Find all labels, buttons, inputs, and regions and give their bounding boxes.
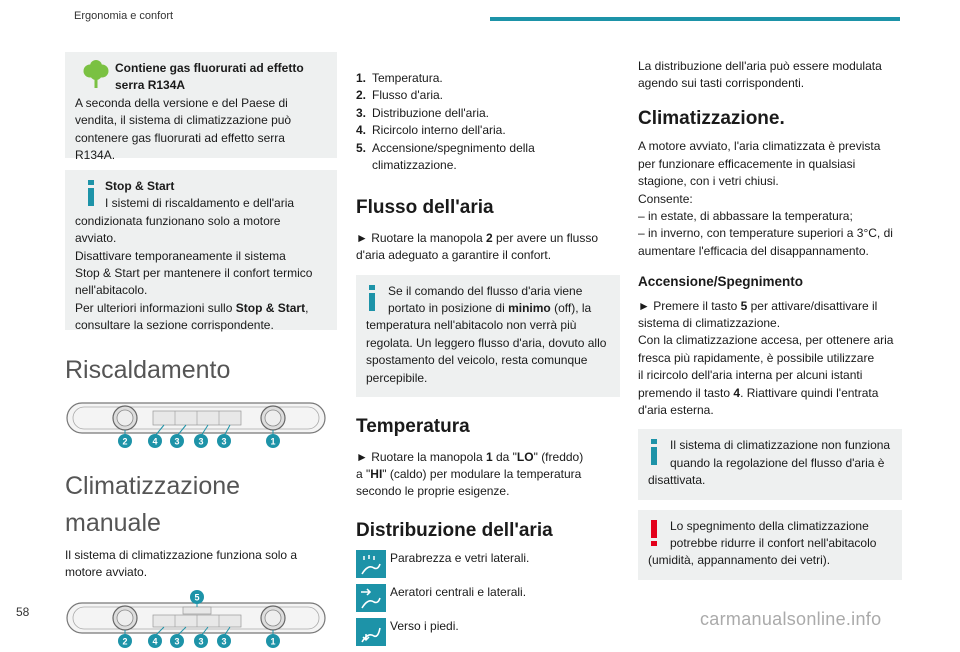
temperature-instruction [356, 449, 620, 466]
callout-5 [190, 590, 204, 604]
stop-start-link-text: Stop & Start [235, 300, 306, 315]
callout-1-label: 1 [270, 436, 276, 447]
list-item-number: 1. [356, 71, 367, 85]
callout-3e [194, 634, 208, 648]
stop-start-more-post: , [305, 300, 309, 315]
manual-text-2: motore avviato. [65, 565, 148, 580]
air-flow-note-2-post: (off), la [550, 301, 592, 316]
callout-4-label: 4 [152, 436, 158, 447]
air-flow-knob-number: 2 [485, 230, 493, 245]
stop-start-body-5: nell'abitacolo. [75, 283, 148, 298]
list-item [356, 122, 620, 139]
info-icon [368, 285, 376, 311]
temp-hi: HI [370, 466, 383, 481]
clima-text-3: stagione, con i vetri chiusi. [638, 174, 779, 189]
callout-2-label: 2 [122, 436, 128, 447]
info-icon [87, 180, 95, 206]
temp-mid2: " (freddo) [533, 449, 584, 464]
temp-lo: LO [516, 449, 534, 464]
distribution-windscreen [356, 550, 620, 578]
gas-note-box [65, 52, 337, 162]
callout-2 [118, 434, 132, 448]
air-flow-note-2 [388, 300, 610, 317]
stop-start-more [75, 300, 327, 317]
temperature-instruction-2 [356, 466, 620, 483]
air-flow-instruction-2: d'aria adeguato a garantire il confort. [356, 248, 552, 263]
on-off-body-3: fresca più rapidamente, è possibile utilizzare [638, 350, 875, 365]
callout-4 [148, 434, 162, 448]
callout-3a-label: 3 [174, 436, 180, 447]
heading-temperature: Temperatura [356, 416, 470, 438]
list-item-number: 4. [356, 123, 367, 138]
clima-text-6: – in inverno, con temperature superiori a 3°C, di [638, 226, 893, 241]
list-item [356, 87, 620, 104]
temperature-knob-2 [261, 606, 285, 630]
distribution-vents [356, 584, 620, 612]
temp-mid: da " [492, 449, 517, 464]
on-off-body-6: d'aria esterna. [638, 402, 714, 417]
air-flow-note-2-pre: portato in posizione di [388, 301, 509, 316]
callout-4b [148, 634, 162, 648]
warning-text-3: (umidità, appannamento dei vetri). [648, 553, 831, 568]
gas-note-body-4: R134A. [75, 147, 116, 162]
temp-l2-pre: a " [356, 466, 371, 481]
callout-3c-label: 3 [221, 436, 227, 447]
fan-knob [113, 406, 137, 430]
stop-start-title: Stop & Start [105, 179, 175, 193]
callout-1b-label: 1 [270, 636, 276, 647]
callout-3b [194, 434, 208, 448]
air-flow-note-4: regolata. Un leggero flusso d'aria, dovuto allo [366, 335, 607, 350]
on-off-button-number: 5 [740, 298, 748, 313]
watermark: carmanualsonline.info [700, 609, 882, 629]
on-off-last-pre: premendo il tasto [638, 385, 734, 400]
clima-text-5: – in estate, di abbassare la temperatura; [638, 208, 853, 223]
on-off-recirc-number: 4 [733, 385, 741, 400]
air-flow-note-min: minimo [508, 301, 551, 316]
distribution-intro-2: agendo sui tasti corrispondenti. [638, 76, 805, 91]
manual-climate-control-panel [65, 590, 337, 650]
heading-climatization: Climatizzazione. [638, 107, 785, 129]
heating-control-panel [65, 400, 337, 450]
callout-3f [217, 634, 231, 648]
list-item-text: Temperatura. [372, 71, 443, 85]
stop-start-note-box [65, 170, 337, 333]
distribution-vents-label: Aeratori centrali e laterali. [390, 585, 527, 600]
clima-text-4: Consente: [638, 191, 693, 206]
list-item [356, 70, 620, 87]
fan-knob-2 [113, 606, 137, 630]
temp-knob-number: 1 [485, 449, 493, 464]
page-header-section: Ergonomia e confort [74, 10, 174, 22]
callout-4b-label: 4 [152, 636, 158, 647]
gas-note-title-2: serra R134A [115, 78, 186, 93]
on-off-last-post: . Riattivare quindi l'entrata [740, 385, 879, 400]
callout-2b-label: 2 [122, 636, 128, 647]
heading-air-distribution: Distribuzione dell'aria [356, 519, 553, 541]
warning-box [638, 510, 902, 580]
warning-text-2: potrebbe ridurre il confort nell'abitacolo [670, 535, 877, 550]
clima-text-1: A motore avviato, l'aria climatizzata è prevista [638, 139, 881, 154]
stop-start-body-1: condizionata funzionano solo a motore [75, 213, 281, 228]
list-item-text: Ricircolo interno dell'aria. [372, 123, 506, 138]
list-item [356, 105, 620, 122]
clima-text-2: per funzionare efficacemente in qualsiasi [638, 156, 856, 171]
gas-note-title-1: Contiene gas fluorurati ad effetto [115, 61, 304, 75]
callout-3a [170, 434, 184, 448]
heading-heating: Riscaldamento [65, 356, 231, 384]
flow-off-info-2: quando la regolazione del flusso d'aria è [670, 455, 885, 470]
gas-note-body-2: vendita, il sistema di climatizzazione può [75, 113, 292, 128]
on-off-body-2: Con la climatizzazione accesa, per ottenere aria [638, 333, 894, 348]
list-item-number: 5. [356, 140, 367, 155]
column-3 [638, 58, 902, 580]
list-item-text: Distribuzione dell'aria. [372, 105, 490, 120]
stop-start-body-3: Disattivare temporaneamente il sistema [75, 248, 286, 263]
heading-air-flow: Flusso dell'aria [356, 197, 494, 219]
manual-text-1: Il sistema di climatizzazione funziona solo a [65, 547, 298, 562]
clima-text-7: aumentare l'efficacia del disappannamento. [638, 243, 869, 258]
flow-off-info-box [638, 429, 902, 499]
air-flow-note-1: Se il comando del flusso d'aria viene [388, 283, 583, 298]
air-flow-note-box [356, 275, 620, 397]
air-flow-note-6: percepibile. [366, 370, 428, 385]
temperature-instruction-3: secondo le proprie esigenze. [356, 484, 510, 499]
stop-start-body-4: Stop & Start per mantenere il confort termico [75, 265, 313, 280]
windscreen-airflow-icon [356, 550, 386, 578]
page-number: 58 [16, 605, 30, 619]
temp-pre: ► Ruotare la manopola [356, 449, 486, 464]
flow-off-info-3: disattivata. [648, 473, 706, 488]
warning-exclamation-icon [650, 520, 658, 546]
callout-3d-label: 3 [174, 636, 180, 647]
stop-start-line-1: I sistemi di riscaldamento e dell'aria [105, 196, 295, 211]
air-flow-post: per avere un flusso [492, 230, 599, 245]
on-off-instruction [638, 298, 902, 315]
air-flow-note-5: spostamento del veicolo, resta comunque [366, 353, 588, 368]
stop-start-body-2: avviato. [75, 231, 117, 246]
warning-text-1: Lo spegnimento della climatizzazione [670, 518, 869, 533]
callout-3d [170, 634, 184, 648]
column-1 [65, 52, 337, 650]
list-item-text: Flusso d'aria. [372, 88, 443, 103]
callout-3c [217, 434, 231, 448]
distribution-feet [356, 618, 620, 646]
on-off-body-5 [638, 385, 902, 402]
callout-3b-label: 3 [198, 436, 204, 447]
column-2 [356, 70, 620, 652]
stop-start-more-2: consultare la sezione corrispondente. [75, 318, 274, 333]
air-flow-pre: ► Ruotare la manopola [356, 230, 486, 245]
tree-icon [83, 60, 109, 90]
vents-airflow-icon [356, 584, 386, 612]
air-flow-note-3: temperatura nell'abitacolo non verrà più [366, 318, 577, 333]
controls-legend-list [356, 70, 620, 174]
distribution-intro-1: La distribuzione dell'aria può essere modulata [638, 59, 882, 73]
stop-start-more-pre: Per ulteriori informazioni sullo [75, 300, 236, 315]
flow-off-info-1: Il sistema di climatizzazione non funziona [670, 438, 891, 453]
distribution-windscreen-label: Parabrezza e vetri laterali. [390, 551, 530, 566]
list-item-continuation: climatizzazione. [372, 157, 457, 172]
on-off-post: per attivare/disattivare il [747, 298, 878, 313]
callout-2b [118, 634, 132, 648]
heading-manual-climate: Climatizzazione manuale [65, 472, 241, 537]
header-accent-bar [490, 17, 900, 21]
on-off-body-1: sistema di climatizzazione. [638, 316, 781, 331]
list-item [356, 140, 620, 175]
air-flow-instruction [356, 230, 620, 247]
on-off-pre: ► Premere il tasto [638, 298, 741, 313]
temp-l2-post: " (caldo) per modulare la temperatura [382, 466, 582, 481]
callout-5-label: 5 [194, 592, 200, 603]
gas-note-body-1: A seconda della versione e del Paese di [75, 95, 288, 110]
list-item-text: Accensione/spegnimento della [372, 140, 535, 155]
distribution-feet-label: Verso i piedi. [390, 619, 459, 634]
callout-1 [266, 434, 280, 448]
heading-on-off: Accensione/Spegnimento [638, 274, 804, 290]
callout-3e-label: 3 [198, 636, 204, 647]
info-icon [650, 439, 658, 465]
list-item-number: 2. [356, 88, 367, 103]
callout-1b [266, 634, 280, 648]
callout-3f-label: 3 [221, 636, 227, 647]
gas-note-body-3: contenere gas fluorurati ad effetto serra [75, 130, 285, 145]
feet-airflow-icon [356, 618, 386, 646]
temperature-knob [261, 406, 285, 430]
list-item-number: 3. [356, 105, 367, 120]
on-off-body-4: il ricircolo dell'aria interna per alcuni istanti [638, 368, 863, 383]
